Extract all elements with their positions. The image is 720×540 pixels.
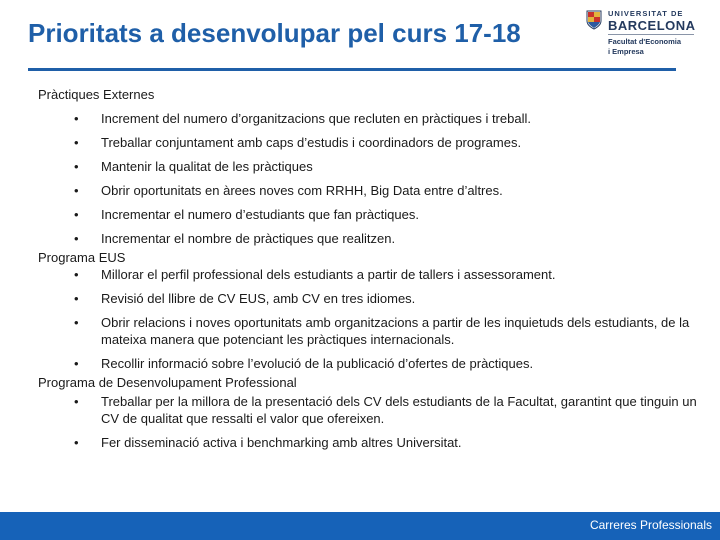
list-item-text: Revisió del llibre de CV EUS, amb CV en tres idiomes. bbox=[101, 291, 416, 306]
list-item bbox=[38, 206, 698, 223]
bullet-icon: • bbox=[74, 135, 79, 150]
section-heading: Programa de Desenvolupament Professional bbox=[38, 375, 297, 390]
logo-faculty-text: Facultat d'Economia bbox=[608, 37, 682, 46]
list-item-text: Incrementar el numero d’estudiants que fan pràctiques. bbox=[101, 207, 419, 222]
list-item bbox=[38, 158, 698, 175]
section-programa-eus bbox=[38, 249, 698, 372]
list-item-text: Fer disseminació activa i benchmarking amb altres Universitat. bbox=[101, 435, 462, 450]
list-item bbox=[38, 110, 698, 127]
list-item bbox=[38, 230, 698, 247]
bullet-icon: • bbox=[74, 267, 79, 282]
list-item-text: Obrir relacions i noves oportunitats amb organitzacions a partir de les inquietuds dels estudiants, de la mateixa manera que potenciant les pràctiques internacionals. bbox=[101, 315, 690, 347]
section-heading: Programa EUS bbox=[38, 250, 126, 265]
list-item-text: Millorar el perfil professional dels estudiants a partir de tallers i assessorament. bbox=[101, 267, 556, 282]
bullet-icon: • bbox=[74, 207, 79, 222]
bullet-icon: • bbox=[74, 435, 79, 450]
logo-city-text: BARCELONA bbox=[608, 18, 696, 33]
title-rule bbox=[28, 68, 676, 71]
university-logo bbox=[586, 8, 696, 64]
footer-bar bbox=[0, 512, 720, 540]
bullet-icon: • bbox=[74, 356, 79, 371]
list-item-text: Treballar conjuntament amb caps d’estudis i coordinadors de programes. bbox=[101, 135, 522, 150]
bullet-icon: • bbox=[74, 231, 79, 246]
bullet-icon: • bbox=[74, 183, 79, 198]
bullet-list bbox=[38, 110, 698, 247]
bullet-icon: • bbox=[74, 111, 79, 126]
footer-label: Carreres Professionals bbox=[589, 518, 712, 532]
bullet-icon: • bbox=[74, 291, 79, 306]
section-desenvolupament-professional bbox=[38, 374, 698, 451]
bullet-list bbox=[38, 266, 698, 372]
list-item bbox=[38, 134, 698, 151]
list-item bbox=[38, 393, 698, 427]
list-item bbox=[38, 290, 698, 307]
list-item bbox=[38, 434, 698, 451]
slide-title: Prioritats a desenvolupar pel curs 17-18 bbox=[28, 18, 521, 48]
list-item-text: Increment del numero d’organitzacions que recluten en pràctiques i treball. bbox=[101, 111, 531, 126]
slide-content bbox=[38, 86, 698, 458]
section-practiques-externes bbox=[38, 86, 698, 247]
bullet-icon: • bbox=[74, 394, 79, 409]
university-shield-icon bbox=[586, 10, 602, 30]
logo-divider bbox=[608, 34, 694, 35]
logo-faculty-text-2: i Empresa bbox=[608, 47, 644, 56]
logo-university-text: UNIVERSITAT DE bbox=[608, 9, 684, 18]
bullet-list bbox=[38, 393, 698, 451]
list-item-text: Mantenir la qualitat de les pràctiques bbox=[101, 159, 313, 174]
list-item bbox=[38, 182, 698, 199]
list-item bbox=[38, 314, 698, 348]
section-heading: Pràctiques Externes bbox=[38, 87, 155, 102]
bullet-icon: • bbox=[74, 159, 79, 174]
bullet-icon: • bbox=[74, 315, 79, 330]
list-item-text: Incrementar el nombre de pràctiques que realitzen. bbox=[101, 231, 396, 246]
list-item bbox=[38, 355, 698, 372]
list-item-text: Obrir oportunitats en àrees noves com RRHH, Big Data entre d’altres. bbox=[101, 183, 503, 198]
list-item bbox=[38, 266, 698, 283]
list-item-text: Recollir informació sobre l’evolució de la publicació d’ofertes de pràctiques. bbox=[101, 356, 534, 371]
list-item-text: Treballar per la millora de la presentació dels CV dels estudiants de la Facultat, garantint que tinguin un CV de qualitat que ressalti el valor que ofereixen. bbox=[101, 394, 697, 426]
